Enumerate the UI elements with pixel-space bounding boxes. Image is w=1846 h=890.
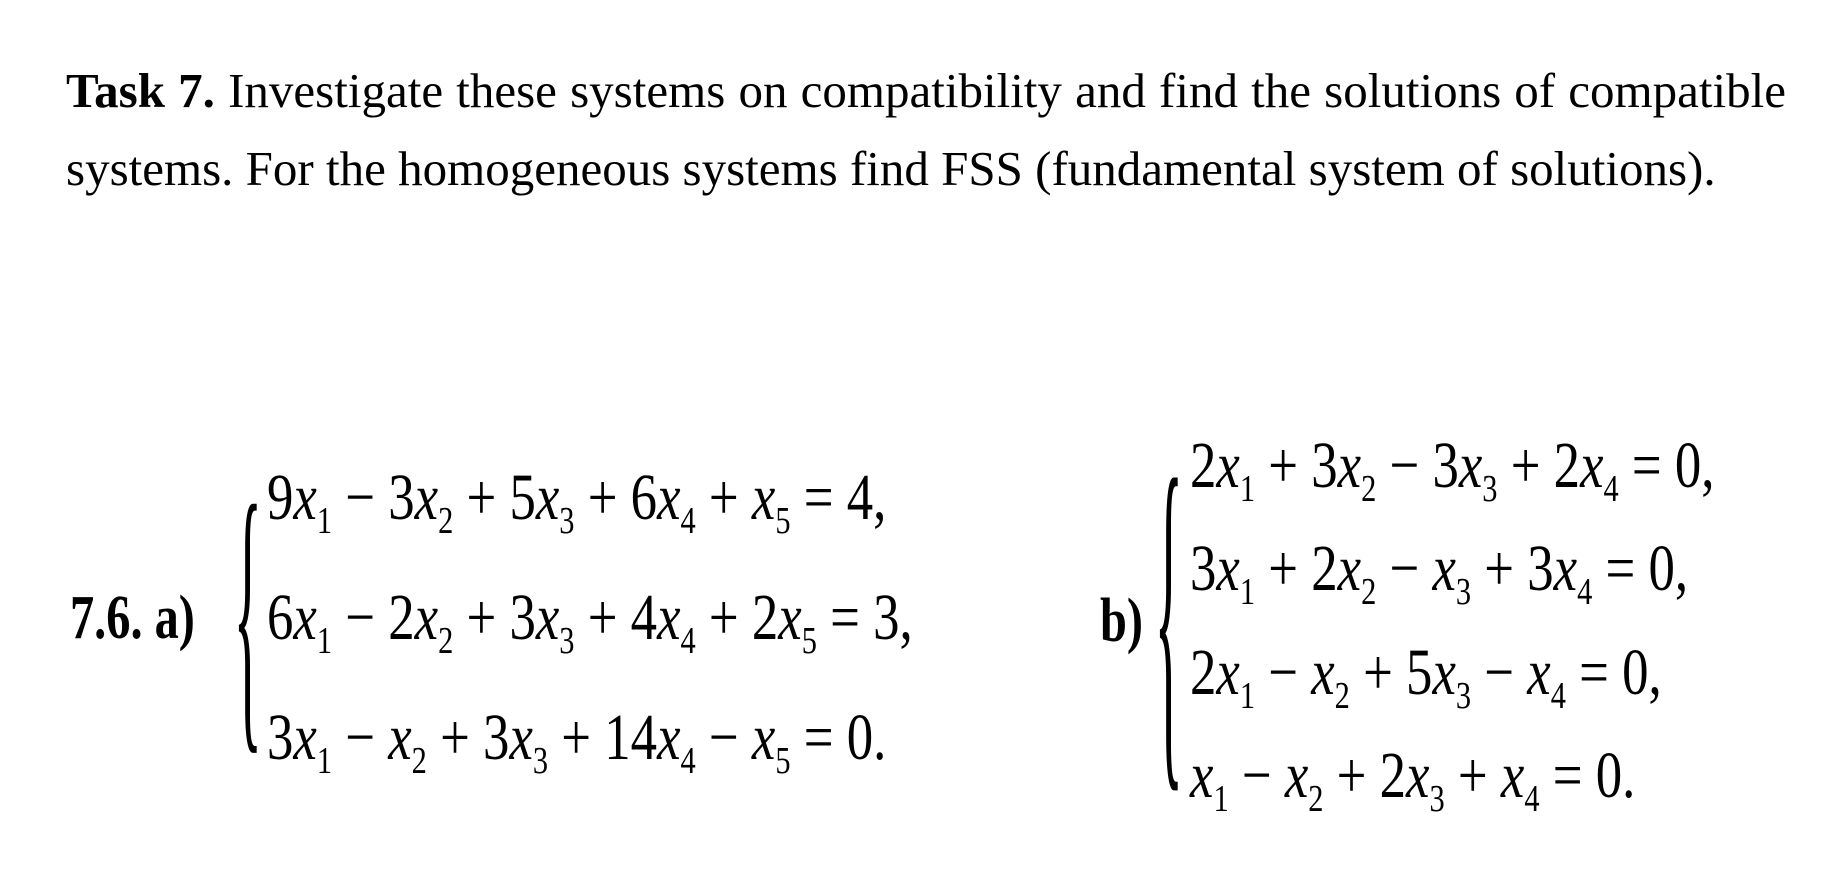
problem-a bbox=[70, 450, 1074, 782]
equation-b-2: $3x_1 + 2x_2 - x_3 + 3x_4 = 0$, bbox=[1189, 532, 1688, 614]
left-brace-icon: { bbox=[233, 450, 263, 782]
equation-b-3: $2x_1 - x_2 + 5x_3 - x_4 = 0$, bbox=[1189, 635, 1662, 717]
left-brace-icon: { bbox=[1154, 410, 1184, 827]
problem-b-label: b) bbox=[1100, 586, 1144, 655]
equation-a-1: $9x_1 - 3x_2 + 5x_3 + 6x_4 + x_5 = 4$, bbox=[266, 461, 886, 542]
equation-system-b bbox=[1189, 426, 1846, 820]
task-label: Task 7. bbox=[66, 63, 215, 118]
task-text: Investigate these systems on compatibility and find the solutions of compatible systems. For the homogeneous systems find FSS (fundamental system of solutions). bbox=[66, 63, 1786, 196]
equation-a-3: $3x_1 - x_2 + 3x_3 + 14x_4 - x_5 = 0$. bbox=[266, 701, 886, 782]
problem-b bbox=[1100, 410, 1845, 827]
task-paragraph bbox=[66, 52, 1786, 208]
equation-b-1: $2x_1 + 3x_2 - 3x_3 + 2x_4 = 0$, bbox=[1189, 429, 1715, 510]
equation-a-2: $6x_1 - 2x_2 + 3x_3 + 4x_4 + 2x_5 = 3$, bbox=[266, 581, 913, 662]
equation-system-a bbox=[266, 458, 1074, 782]
problem-a-label: 7.6. a) bbox=[70, 583, 195, 652]
equation-b-4: $x_1 - x_2 + 2x_3 + x_4 = 0$. bbox=[1189, 738, 1635, 820]
